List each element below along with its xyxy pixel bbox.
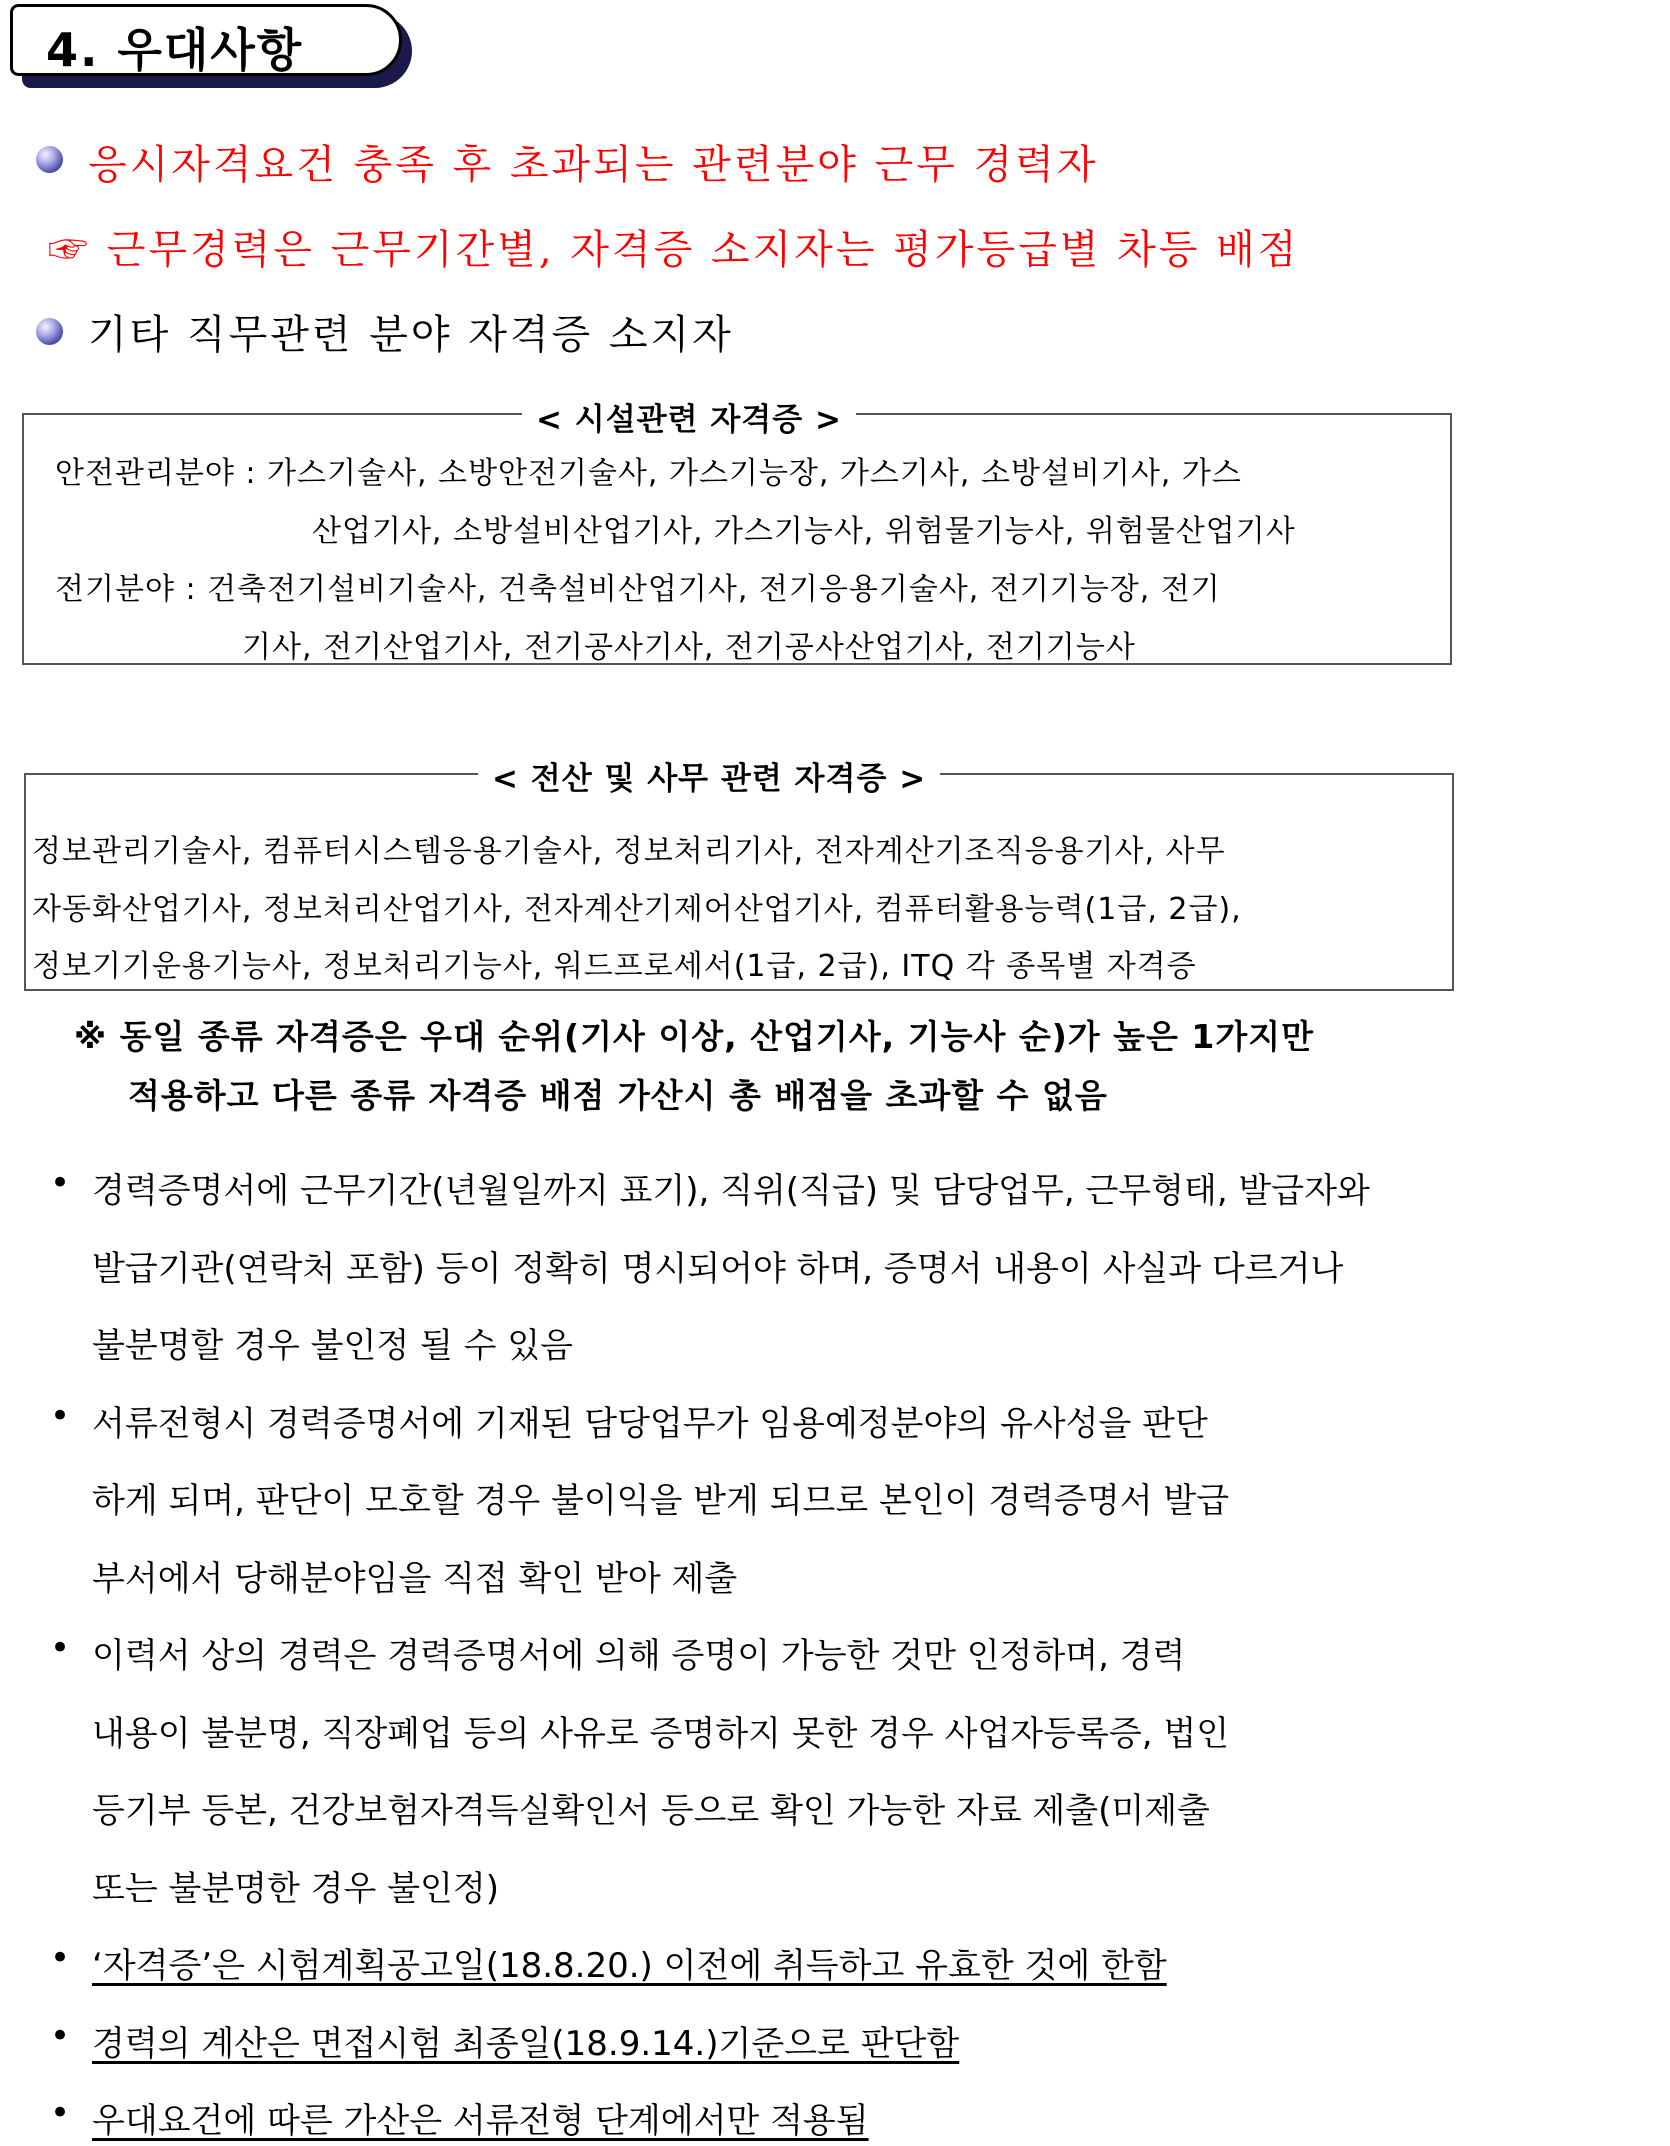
bullet-dot: •: [50, 1396, 71, 1436]
ball-bullet-icon: [36, 318, 63, 345]
bullet-dot: •: [50, 2016, 71, 2056]
facility-cert-line: 산업기사, 소방설비산업기사, 가스기능사, 위험물기능사, 위험물산업기사: [312, 514, 1296, 549]
bullet-dot: •: [50, 1938, 71, 1978]
bullet-line: 발급기관(연락처 포함) 등이 정확히 명시되어야 하며, 증명서 내용이 사실과 다르거나: [92, 1249, 1344, 1289]
underlined-bullet: ‘자격증’은 시험계획공고일(18.8.20.) 이전에 취득하고 유효한 것에 한함: [92, 1946, 1167, 1986]
facility-cert-line: 안전관리분야 : 가스기술사, 소방안전기술사, 가스기능장, 가스기사, 소방설비기사, 가스: [55, 456, 1242, 491]
top-bullet-3: 기타 직무관련 분야 자격증 소지자: [88, 312, 734, 358]
section-title: 4. 우대사항: [46, 23, 304, 77]
facility-cert-line: 전기분야 : 건축전기설비기술사, 건축설비산업기사, 전기응용기술사, 전기기능장, 전기: [55, 572, 1221, 607]
bullet-line: 등기부 등본, 건강보험자격득실확인서 등으로 확인 가능한 자료 제출(미제출: [92, 1791, 1210, 1831]
it-cert-line: 자동화산업기사, 정보처리산업기사, 전자계산기제어산업기사, 컴퓨터활용능력(1급, 2급),: [32, 892, 1242, 927]
underlined-bullet: 우대요건에 따른 가산은 서류전형 단계에서만 적용됨: [92, 2101, 869, 2141]
top-bullet-2: ☞ 근무경력은 근무기간별, 자격증 소지자는 평가등급별 차등 배점: [48, 227, 1300, 273]
bullet-dot: •: [50, 1163, 71, 1203]
it-cert-line: 정보기기운용기능사, 정보처리기능사, 워드프로세서(1급, 2급), ITQ 각 종목별 자격증: [32, 949, 1197, 984]
bullet-line: 불분명할 경우 불인정 될 수 있음: [92, 1326, 574, 1366]
bullet-line: 서류전형시 경력증명서에 기재된 담당업무가 임용예정분야의 유사성을 판단: [92, 1404, 1208, 1444]
top-bullet-1: 응시자격요건 충족 후 초과되는 관련분야 근무 경력자: [88, 142, 1099, 188]
bullet-line: 또는 불분명한 경우 불인정): [92, 1869, 499, 1909]
it-cert-line: 정보관리기술사, 컴퓨터시스템응용기술사, 정보처리기사, 전자계산기조직응용기사, 사무: [32, 834, 1226, 869]
bullet-line: 부서에서 당해분야임을 직접 확인 받아 제출: [92, 1559, 738, 1599]
bullet-dot: •: [50, 1628, 71, 1668]
bullet-line: 이력서 상의 경력은 경력증명서에 의해 증명이 가능한 것만 인정하며, 경력: [92, 1636, 1186, 1676]
bullet-line: 하게 되며, 판단이 모호할 경우 불이익을 받게 되므로 본인이 경력증명서 발급: [92, 1481, 1230, 1521]
facility-cert-line: 기사, 전기산업기사, 전기공사기사, 전기공사산업기사, 전기기능사: [242, 630, 1136, 665]
note-line-2: 적용하고 다른 종류 자격증 배점 가산시 총 배점을 초과할 수 없음: [128, 1076, 1108, 1115]
ball-bullet-icon: [36, 146, 63, 173]
it-cert-legend: < 전산 및 사무 관련 자격증 >: [478, 753, 940, 798]
bullet-line: 경력증명서에 근무기간(년월일까지 표기), 직위(직급) 및 담당업무, 근무형태, 발급자와: [92, 1171, 1370, 1211]
note-line-1: ※ 동일 종류 자격증은 우대 순위(기사 이상, 산업기사, 기능사 순)가 높은 1가지만: [74, 1017, 1314, 1056]
bullet-line: 내용이 불분명, 직장폐업 등의 사유로 증명하지 못한 경우 사업자등록증, 법인: [92, 1714, 1230, 1754]
facility-cert-legend: < 시설관련 자격증 >: [522, 394, 856, 439]
underlined-bullet: 경력의 계산은 면접시험 최종일(18.9.14.)기준으로 판단함: [92, 2024, 960, 2064]
bullet-dot: •: [50, 2093, 71, 2133]
